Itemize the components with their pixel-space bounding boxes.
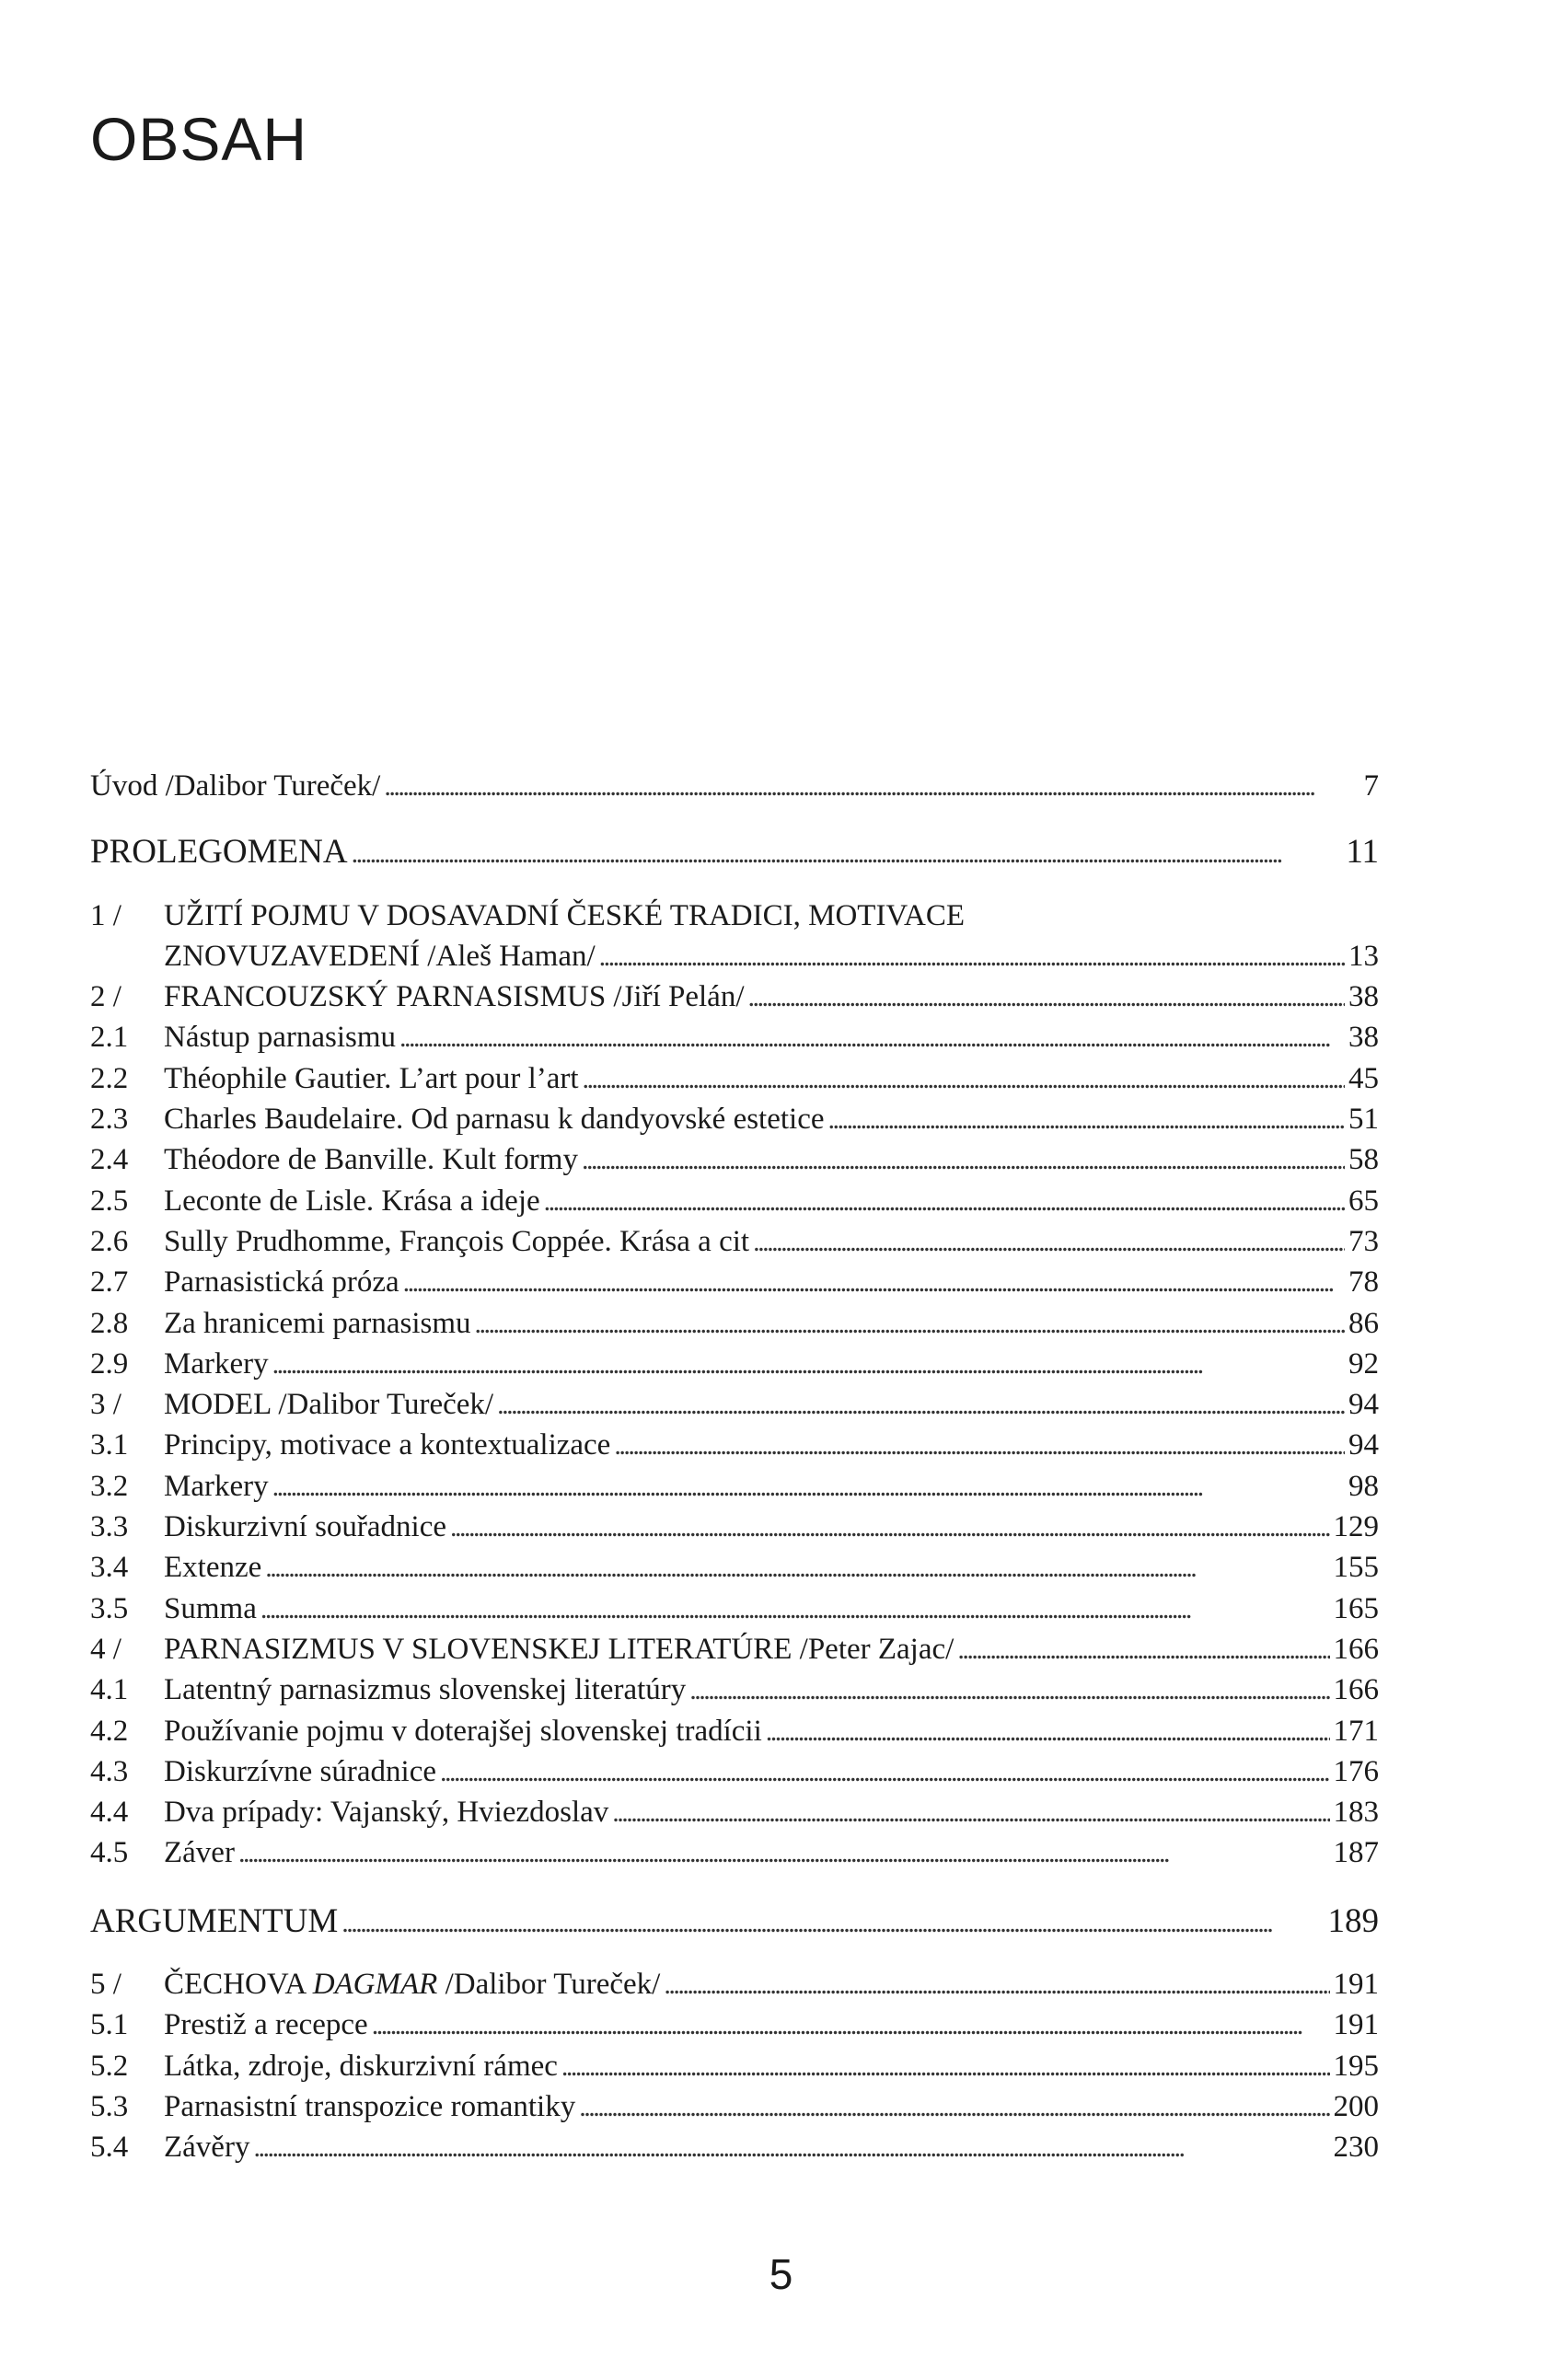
dot-leader [828, 1099, 1345, 1140]
dot-leader [475, 1303, 1345, 1345]
toc-entry-page: 92 [1348, 1346, 1379, 1381]
toc-entry-number: 1 / [90, 898, 121, 932]
table-of-contents [90, 766, 1379, 2168]
toc-entry-label: Théodore de Banville. Kult formy [164, 1143, 578, 1177]
dot-leader [253, 2127, 1329, 2168]
toc-entry-label-part: ČECHOVA [164, 1968, 313, 2002]
toc-entry-number: 3.5 [90, 1591, 129, 1625]
toc-section-title: PROLEGOMENA [90, 833, 348, 872]
toc-section-title: ARGUMENTUM [90, 1901, 339, 1940]
toc-entry-page: 166 [1333, 1632, 1379, 1666]
toc-entry-page: 86 [1348, 1306, 1379, 1340]
toc-entry-label: Markery [164, 1346, 269, 1381]
toc-entry-page: 155 [1333, 1551, 1379, 1585]
toc-entry[interactable] [90, 1466, 1379, 1507]
toc-entry[interactable] [90, 1099, 1379, 1139]
toc-entry-label: Nástup parnasismu [164, 1021, 397, 1055]
dot-leader [403, 1262, 1345, 1303]
dot-leader [497, 1384, 1345, 1426]
toc-entry-label: Parnasistní transpozice romantiky [164, 2089, 576, 2123]
toc-entry-page: 176 [1333, 1754, 1379, 1788]
toc-entry-label [164, 1964, 660, 2005]
toc-section-prolegomena[interactable] [90, 832, 1379, 872]
toc-entry[interactable] [90, 1181, 1379, 1221]
toc-entry-page: 58 [1348, 1143, 1379, 1177]
toc-entry-label: Používanie pojmu v doterajšej slovenskej tradícii [164, 1714, 762, 1748]
dot-leader [272, 1344, 1345, 1385]
toc-entry-intro[interactable] [90, 766, 1379, 806]
dot-leader [614, 1425, 1345, 1466]
toc-entry-number: 5.1 [90, 2008, 129, 2042]
toc-entry-label-italic: DAGMAR [312, 1968, 438, 2002]
toc-entry-page: 38 [1348, 1021, 1379, 1055]
dot-leader [957, 1629, 1329, 1670]
toc-entry-label: Úvod /Dalibor Tureček/ [90, 769, 381, 803]
toc-entry-label: FRANCOUZSKÝ PARNASISMUS /Jiří Pelán/ [164, 980, 745, 1014]
dot-leader [440, 1751, 1330, 1793]
toc-entry-number: 2 / [90, 980, 121, 1014]
toc-entry[interactable] [90, 2086, 1379, 2127]
toc-entry[interactable] [90, 1221, 1379, 1262]
toc-entry[interactable] [90, 1139, 1379, 1180]
dot-leader [352, 832, 1343, 874]
dot-leader [612, 1792, 1329, 1833]
toc-entry-page: 191 [1333, 1968, 1379, 2002]
dot-leader [579, 2086, 1329, 2128]
dot-leader [341, 1901, 1324, 1944]
toc-entry-number: 3.3 [90, 1510, 129, 1544]
dot-leader [450, 1507, 1329, 1548]
toc-entry[interactable] [90, 2046, 1379, 2086]
toc-entry[interactable] [90, 1964, 1379, 2005]
toc-entry-number: 3.4 [90, 1551, 129, 1585]
toc-entry-page: 195 [1333, 2049, 1379, 2083]
toc-entry-number: 2.1 [90, 1021, 129, 1055]
dot-leader [561, 2046, 1330, 2087]
toc-entry[interactable] [90, 1303, 1379, 1344]
toc-entry[interactable] [90, 1751, 1379, 1792]
toc-entry-number: 2.4 [90, 1143, 129, 1177]
toc-entry-page: 73 [1348, 1224, 1379, 1258]
toc-entry[interactable] [90, 1344, 1379, 1384]
toc-entry[interactable] [90, 1262, 1379, 1302]
toc-entry-label: Diskurzívne súradnice [164, 1754, 436, 1788]
toc-entry[interactable] [90, 1547, 1379, 1588]
toc-entry-label: Parnasistická próza [164, 1265, 399, 1300]
toc-entry-label-line1: UŽITÍ POJMU V DOSAVADNÍ ČESKÉ TRADICI, MOTIVACE [164, 898, 966, 932]
dot-leader [544, 1181, 1345, 1222]
toc-entry-number: 2.8 [90, 1306, 129, 1340]
dot-leader [582, 1139, 1345, 1181]
dot-leader [399, 1017, 1345, 1058]
dot-leader [384, 766, 1360, 807]
toc-section-page: 189 [1327, 1901, 1379, 1940]
toc-entry-number: 3.2 [90, 1469, 129, 1503]
toc-entry-number: 4.4 [90, 1796, 129, 1830]
toc-entry-page: 191 [1333, 2008, 1379, 2042]
toc-section-argumentum[interactable] [90, 1901, 1379, 1942]
toc-entry-page: 65 [1348, 1184, 1379, 1218]
toc-entry-label: Summa [164, 1591, 257, 1625]
toc-entry-number: 2.6 [90, 1224, 129, 1258]
toc-entry-page: 38 [1348, 980, 1379, 1014]
toc-entry-number: 3.1 [90, 1428, 129, 1462]
toc-entry-label: ZNOVUZAVEDENÍ /Aleš Haman/ [164, 939, 596, 973]
toc-entry[interactable] [90, 1669, 1379, 1710]
toc-entry-page: 129 [1333, 1510, 1379, 1544]
toc-entry-number: 5.2 [90, 2049, 129, 2083]
toc-entry-label: Za hranicemi parnasismu [164, 1306, 471, 1340]
toc-entry-number: 2.3 [90, 1103, 129, 1137]
toc-entry-page: 183 [1333, 1796, 1379, 1830]
toc-entry[interactable] [90, 1058, 1379, 1099]
toc-entry-page: 45 [1348, 1061, 1379, 1095]
toc-entry-page: 166 [1333, 1673, 1379, 1707]
toc-entry-number: 5 / [90, 1968, 121, 2002]
toc-entry-label: Závěry [164, 2131, 250, 2165]
toc-entry-label-part: /Dalibor Tureček/ [437, 1968, 661, 2002]
dot-leader [748, 976, 1346, 1018]
toc-section-page: 11 [1346, 833, 1379, 872]
toc-entry[interactable] [90, 976, 1379, 1017]
toc-entry-page: 94 [1348, 1428, 1379, 1462]
dot-leader [265, 1547, 1329, 1589]
toc-entry-page: 94 [1348, 1388, 1379, 1422]
toc-entry[interactable] [90, 1629, 1379, 1669]
toc-entry-number: 4.5 [90, 1836, 129, 1870]
dot-leader [766, 1711, 1330, 1752]
dot-leader [260, 1589, 1330, 1630]
toc-entry-label: Théophile Gautier. L’art pour l’art [164, 1061, 579, 1095]
toc-entry-number: 5.4 [90, 2131, 129, 2165]
toc-entry-number: 4 / [90, 1632, 121, 1666]
page-number: 5 [769, 2250, 793, 2298]
toc-entry-page: 51 [1348, 1103, 1379, 1137]
toc-entry-number: 5.3 [90, 2089, 129, 2123]
toc-entry[interactable] [90, 1832, 1379, 1873]
toc-entry-page: 78 [1348, 1265, 1379, 1300]
dot-leader [664, 1964, 1329, 2005]
toc-entry-label: Extenze [164, 1551, 262, 1585]
toc-entry-page: 187 [1333, 1836, 1379, 1870]
page-title: OBSAH [90, 105, 308, 173]
toc-entry-label: Markery [164, 1469, 269, 1503]
toc-entry-page: 230 [1333, 2131, 1379, 2165]
toc-entry-label: Sully Prudhomme, François Coppée. Krása a cit [164, 1224, 750, 1258]
toc-entry-page: 7 [1363, 769, 1379, 803]
toc-entry-label: MODEL /Dalibor Tureček/ [164, 1388, 494, 1422]
toc-entry-number: 4.1 [90, 1673, 129, 1707]
toc-entry-number: 4.2 [90, 1714, 129, 1748]
toc-entry-continuation[interactable] [90, 936, 1379, 976]
toc-entry-page: 165 [1333, 1591, 1379, 1625]
toc-entry[interactable] [90, 2127, 1379, 2167]
dot-leader [689, 1669, 1329, 1711]
toc-entry[interactable] [90, 1384, 1379, 1425]
toc-entry-label: PARNASIZMUS V SLOVENSKEJ LITERATÚRE /Peter Zajac/ [164, 1632, 955, 1666]
dot-leader [238, 1832, 1330, 1874]
toc-entry[interactable] [90, 1792, 1379, 1832]
toc-entry-label: Prestiž a recepce [164, 2008, 368, 2042]
dot-leader [272, 1466, 1345, 1508]
toc-entry-number: 3 / [90, 1388, 121, 1422]
toc-entry-number: 2.9 [90, 1346, 129, 1381]
dot-leader [372, 2005, 1330, 2046]
toc-entry[interactable] [90, 2005, 1379, 2045]
toc-entry-label: Diskurzivní souřadnice [164, 1510, 447, 1544]
toc-entry-label: Záver [164, 1836, 235, 1870]
toc-entry-label: Leconte de Lisle. Krása a ideje [164, 1184, 540, 1218]
toc-entry[interactable] [90, 1589, 1379, 1629]
toc-entry-page: 98 [1348, 1469, 1379, 1503]
toc-entry[interactable] [90, 1507, 1379, 1547]
toc-entry-number: 2.7 [90, 1265, 129, 1300]
toc-entry[interactable] [90, 1425, 1379, 1465]
toc-entry-page: 200 [1333, 2089, 1379, 2123]
toc-entry-page: 13 [1348, 939, 1379, 973]
dot-leader [599, 936, 1345, 977]
toc-entry-label: Charles Baudelaire. Od parnasu k dandyovské estetice [164, 1103, 825, 1137]
toc-entry[interactable] [90, 895, 1379, 936]
toc-entry-page: 171 [1333, 1714, 1379, 1748]
toc-entry-number: 4.3 [90, 1754, 129, 1788]
toc-entry-label: Látka, zdroje, diskurzivní rámec [164, 2049, 558, 2083]
toc-entry-label: Principy, motivace a kontextualizace [164, 1428, 611, 1462]
dot-leader [583, 1058, 1345, 1100]
toc-entry-number: 2.5 [90, 1184, 129, 1218]
toc-entry[interactable] [90, 1017, 1379, 1057]
toc-entry-number: 2.2 [90, 1061, 129, 1095]
toc-entry-label: Latentný parnasizmus slovenskej literatúry [164, 1673, 687, 1707]
toc-entry-label: Dva prípady: Vajanský, Hviezdoslav [164, 1796, 609, 1830]
toc-entry[interactable] [90, 1711, 1379, 1751]
dot-leader [753, 1221, 1345, 1263]
